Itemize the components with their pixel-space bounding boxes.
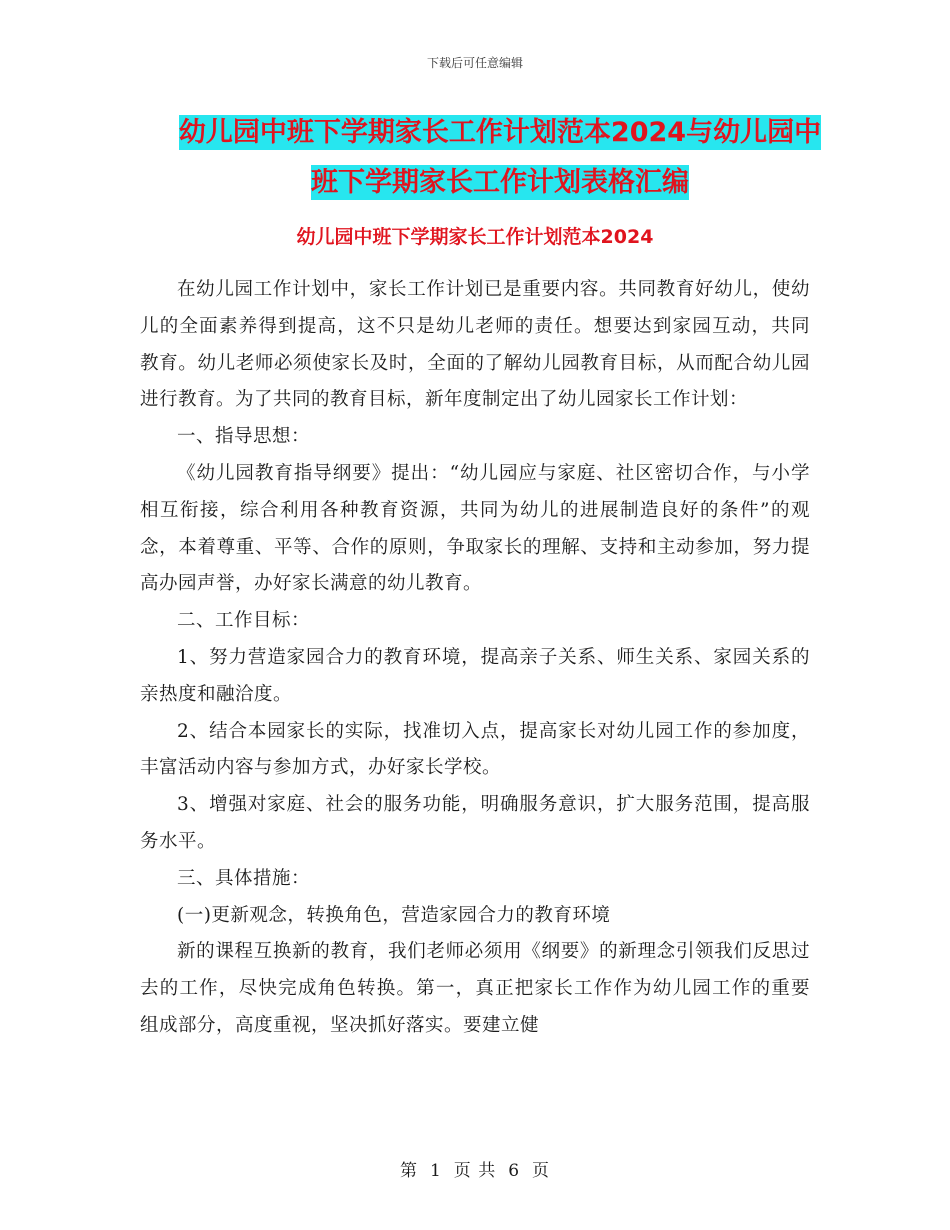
heading-measures: 三、具体措施： bbox=[177, 867, 311, 889]
paragraph-goal-3: 3、增强对家庭、社会的服务功能，明确服务意识，扩大服务范围，提高服务水平。 bbox=[140, 794, 810, 852]
footer-suffix: 页 bbox=[532, 1161, 551, 1181]
body-text bbox=[140, 272, 810, 1045]
footer-page-number: 1 bbox=[429, 1161, 442, 1181]
paragraph-intro: 在幼儿园工作计划中，家长工作计划已是重要内容。共同教育好幼儿，使幼儿的全面素养得到提高，这不只是幼儿老师的责任。想要达到家园互动，共同 教育。幼儿老师必须使家长及时，全面的了解幼儿园教育目标，从而配合幼儿园进行教育。为了共同的教育目标，新年度制定出了幼儿园家长工作计划： bbox=[140, 279, 810, 411]
subheading-measure-1: (一)更新观念，转换角色，营造家园合力的教育环境 bbox=[177, 904, 611, 926]
paragraph-goal-1: 1、努力营造家园合力的教育环境，提高亲子关系、师生关系、家园关系的亲热度和融洽度。 bbox=[140, 646, 810, 705]
heading-work-goals: 二、工作目标： bbox=[177, 610, 311, 632]
document-title bbox=[150, 108, 850, 208]
title-line-2 bbox=[150, 158, 850, 208]
footer-prefix: 第 bbox=[399, 1161, 418, 1181]
footer-total-pages: 6 bbox=[508, 1161, 521, 1181]
paragraph-goal-2: 2、结合本园家长的实际，找准切入点，提高家长对幼儿园工作的参加度，丰富活动内容与参加方式，办好家长学校。 bbox=[140, 720, 810, 779]
title-line-1 bbox=[150, 108, 850, 158]
section-title: 幼儿园中班下学期家长工作计划范本2024 bbox=[296, 226, 654, 248]
heading-guiding-thought: 一、指导思想： bbox=[177, 426, 311, 448]
title-line-2-text: 班下学期家长工作计划表格汇编 bbox=[311, 167, 689, 198]
paragraph-measure-1: 新的课程互换新的教育，我们老师必须用《纲要》的新理念引领我们反思过去的工作，尽快完成角色转换。第一，真正把家长工作作为幼儿园工作的重要 组成部分，高度重视，坚决抓好落实。要建立健 bbox=[140, 941, 810, 1036]
title-line-1-text: 幼儿园中班下学期家长工作计划范本2024与幼儿园中 bbox=[178, 117, 822, 148]
paragraph-guiding-thought: 《幼儿园教育指导纲要》提出：“幼儿园应与家庭、社区密切合作，与小学相互衔接，综合利用各种教育资源，共同为幼儿的进展制造良好的条件”的观念，本着尊重、平等、合作的原则，争取家长的理解、支持和主动参加，努力提高办园声誉，办好家长满意的幼儿教育。 bbox=[140, 462, 810, 595]
page-footer bbox=[0, 1156, 950, 1181]
footer-middle: 页 共 bbox=[453, 1161, 497, 1181]
header-note: 下载后可任意编辑 bbox=[426, 56, 523, 70]
